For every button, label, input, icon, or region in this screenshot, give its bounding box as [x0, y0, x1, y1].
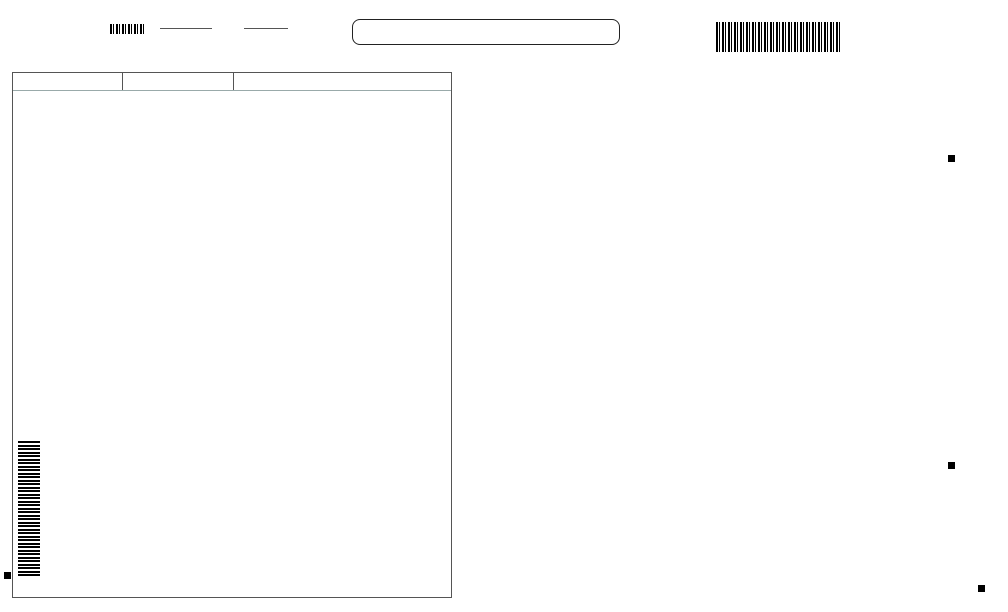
registration-mark [948, 462, 955, 469]
registration-mark [978, 585, 985, 592]
col-partido [13, 73, 123, 90]
registration-mark [948, 155, 955, 162]
col-numeros [123, 73, 234, 90]
page-title [352, 19, 620, 45]
table-header [13, 73, 451, 91]
inicio-value [160, 28, 212, 29]
votes-table [12, 72, 452, 598]
vertical-barcode [18, 440, 40, 576]
registration-mark [4, 572, 11, 579]
small-barcode [110, 24, 146, 34]
main-barcode [716, 22, 840, 52]
final-value [244, 28, 288, 29]
col-letras [234, 73, 435, 90]
